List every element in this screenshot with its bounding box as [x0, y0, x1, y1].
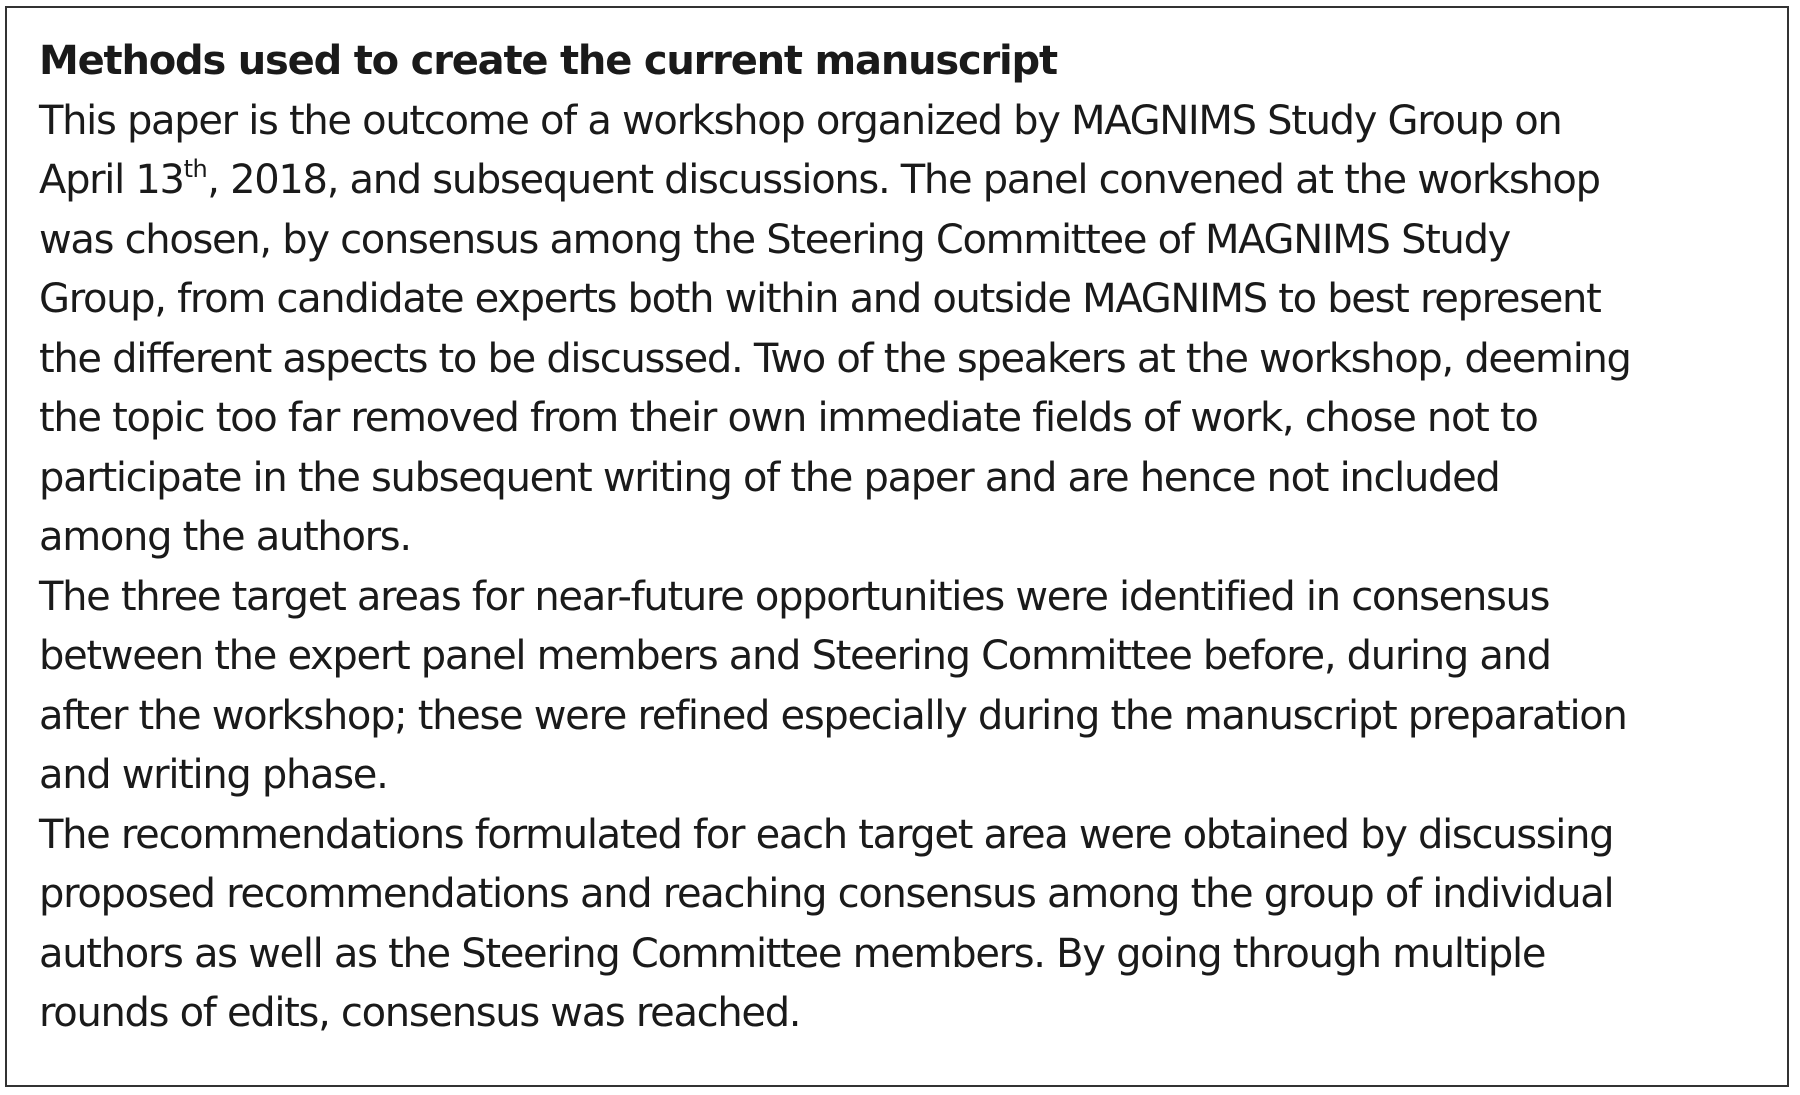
paragraph-workshop: [39, 92, 1759, 568]
paragraph-line: [39, 151, 1759, 211]
paragraph-line: rounds of edits, consensus was reached.: [39, 990, 801, 1036]
paragraph-line: participate in the subsequent writing of the paper and are hence not included: [39, 454, 1500, 501]
paragraph-recommendations: [39, 806, 1759, 1044]
line-continuation: , 2018, and subsequent discussions. The panel convened at the workshop: [207, 157, 1600, 203]
paragraph-line: This paper is the outcome of a workshop organized by MAGNIMS Study Group on: [39, 97, 1562, 144]
paragraph-target-areas: [39, 568, 1759, 806]
ordinal-superscript: th: [183, 155, 208, 183]
paragraph-line: after the workshop; these were refined especially during the manuscript preparation: [39, 692, 1627, 739]
methods-text-box: [5, 6, 1789, 1087]
paragraph-line: between the expert panel members and Steering Committee before, during and: [39, 633, 1551, 679]
box-heading: Methods used to create the current manuscript: [39, 38, 1057, 84]
paragraph-line: proposed recommendations and reaching consensus among the group of individual: [39, 871, 1614, 917]
paragraph-line: The three target areas for near-future opportunities were identified in consensus: [39, 573, 1550, 620]
paragraph-line: the different aspects to be discussed. Two of the speakers at the workshop, deeming: [39, 335, 1631, 382]
paragraph-line: The recommendations formulated for each target area were obtained by discussing: [39, 811, 1614, 858]
paragraph-line: was chosen, by consensus among the Steering Committee of MAGNIMS Study: [39, 216, 1511, 263]
paragraph-line: and writing phase.: [39, 752, 388, 798]
date-text: April 13: [39, 157, 184, 203]
paragraph-line: Group, from candidate experts both within and outside MAGNIMS to best represent: [39, 276, 1601, 322]
paragraph-line: among the authors.: [39, 514, 411, 560]
paragraph-line: authors as well as the Steering Committee members. By going through multiple: [39, 930, 1546, 977]
paragraph-line: the topic too far removed from their own immediate fields of work, chose not to: [39, 395, 1538, 441]
